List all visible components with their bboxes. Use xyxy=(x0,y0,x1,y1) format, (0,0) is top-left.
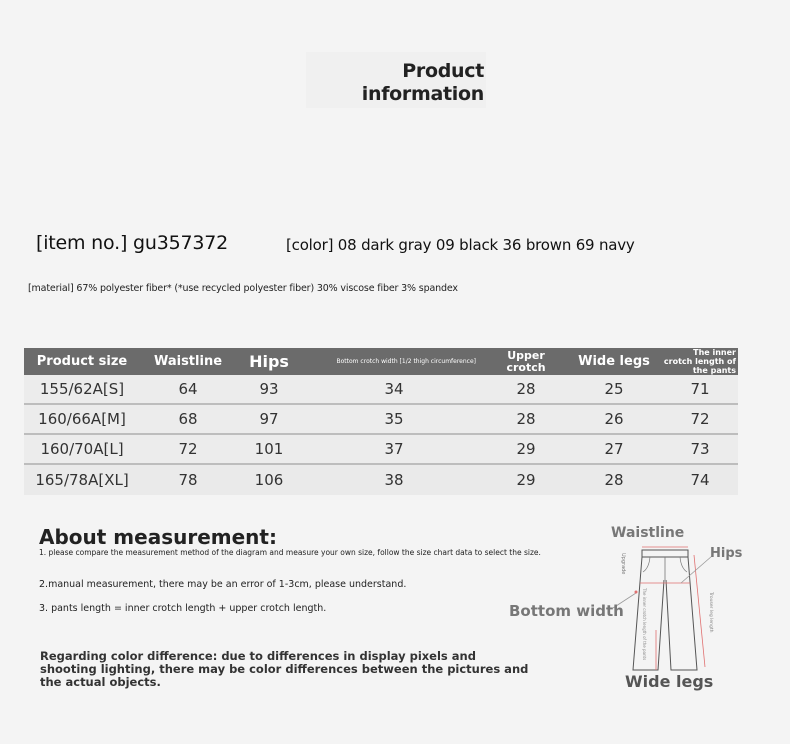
cell-waistline: 64 xyxy=(178,380,198,398)
cell-size: 165/78A[XL] xyxy=(35,471,129,489)
trouser-leg-label: Trouser leg length xyxy=(708,592,713,633)
cell-bottom-crotch: 34 xyxy=(384,380,404,398)
cell-waistline: 68 xyxy=(178,410,198,428)
cell-wide-legs: 27 xyxy=(604,440,624,458)
header-wide-legs: Wide legs xyxy=(578,354,650,369)
cell-inner-crotch: 72 xyxy=(690,410,710,428)
cell-upper-crotch: 29 xyxy=(516,440,536,458)
header-waistline: Waistline xyxy=(153,354,223,369)
inner-crotch-label: The inner crotch length of the pants xyxy=(642,588,647,661)
header-product-size: Product size xyxy=(36,354,128,369)
size-table-header xyxy=(24,348,738,375)
cell-bottom-crotch: 38 xyxy=(384,471,404,489)
table-row xyxy=(24,375,738,405)
cell-hips: 93 xyxy=(259,380,279,398)
measurement-note-1: 1. please compare the measurement method of the diagram and measure your own size, follow the size chart data to select the size. xyxy=(39,548,541,557)
cell-inner-crotch: 73 xyxy=(690,440,710,458)
hips-label: Hips xyxy=(710,546,743,561)
cell-inner-crotch: 74 xyxy=(690,471,710,489)
cell-waistline: 72 xyxy=(178,440,198,458)
cell-size: 160/66A[M] xyxy=(38,410,126,428)
header-bottom-crotch-width: Bottom crotch width [1/2 thigh circumference] xyxy=(336,357,476,365)
measurement-note-2: 2.manual measurement, there may be an error of 1-3cm, please understand. xyxy=(39,579,407,590)
cell-hips: 97 xyxy=(259,410,279,428)
bottom-width-label: Bottom width xyxy=(509,602,624,620)
cell-wide-legs: 28 xyxy=(604,471,624,489)
cell-size: 160/70A[L] xyxy=(40,440,124,458)
measurement-note-3: 3. pants length = inner crotch length + upper crotch length. xyxy=(39,603,327,614)
cell-upper-crotch: 28 xyxy=(516,410,536,428)
size-table xyxy=(24,348,738,495)
item-number: [item no.] gu357372 xyxy=(36,232,229,254)
color-difference-note: Regarding color difference: due to differences in display pixels and shooting lighting, there may be color differences between the pictures and the actual objects. xyxy=(40,649,529,689)
cell-hips: 101 xyxy=(254,440,284,458)
cell-inner-crotch: 71 xyxy=(690,380,710,398)
table-row xyxy=(24,435,738,465)
header-inner-crotch: The inner crotch length of the pants xyxy=(663,347,736,376)
table-row xyxy=(24,465,738,495)
measurement-title: About measurement: xyxy=(39,525,277,549)
cell-hips: 106 xyxy=(254,471,284,489)
material-info: [material] 67% polyester fiber* (*use recycled polyester fiber) 30% viscose fiber 3% spandex xyxy=(28,283,458,294)
cell-bottom-crotch: 37 xyxy=(384,440,404,458)
page-title: Product information xyxy=(361,60,484,105)
wide-legs-label: Wide legs xyxy=(625,672,714,691)
cell-wide-legs: 26 xyxy=(604,410,624,428)
upgrade-label: Upgrade xyxy=(620,553,626,575)
table-row xyxy=(24,405,738,435)
cell-waistline: 78 xyxy=(178,471,198,489)
header-upper-crotch: Upper crotch xyxy=(506,348,546,374)
cell-wide-legs: 25 xyxy=(604,380,624,398)
cell-upper-crotch: 29 xyxy=(516,471,536,489)
pants-diagram xyxy=(500,520,760,700)
color-options: [color] 08 dark gray 09 black 36 brown 69 navy xyxy=(286,236,635,254)
cell-size: 155/62A[S] xyxy=(39,380,125,398)
cell-bottom-crotch: 35 xyxy=(384,410,404,428)
waistline-label: Waistline xyxy=(611,525,685,541)
header-hips: Hips xyxy=(249,351,289,371)
cell-upper-crotch: 28 xyxy=(516,380,536,398)
